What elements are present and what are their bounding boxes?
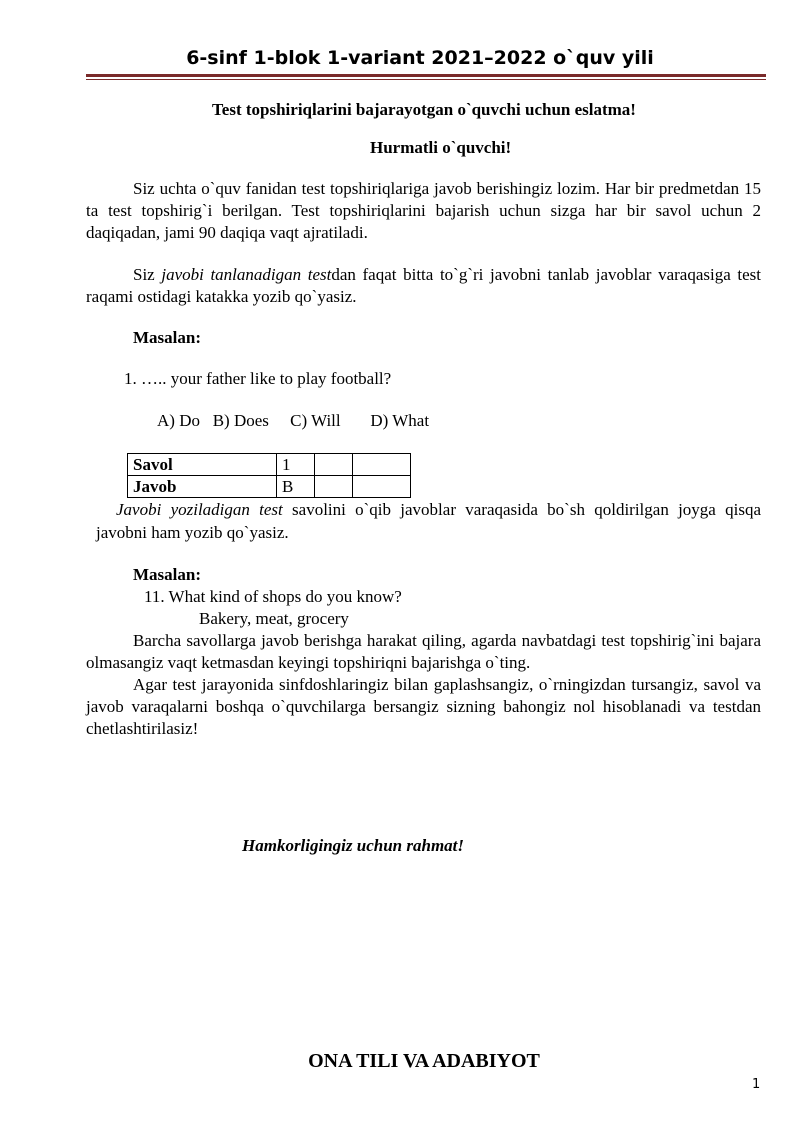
- memo-title: Test topshiriqlarini bajarayotgan o`quvchi uchun eslatma!: [212, 100, 636, 119]
- paragraph-instructions: Siz uchta o`quv fanidan test topshiriqlariga javob berishingiz lozim. Har bir predmetdan 15 ta test topshirig`i berilgan. Test topshiriqlarini bajarish uchun sizga har bir savol uchun 2 daqiqadan, jami 90 daqiqa vaqt ajratiladi.: [86, 179, 761, 242]
- paragraph-choice-test: [86, 264, 761, 308]
- paragraph-choice-italic: javobi tanlanadigan test: [161, 265, 332, 284]
- table-cell: [353, 454, 411, 476]
- table-row: [128, 476, 411, 498]
- header-rule-thin: [86, 79, 766, 80]
- example-label-1: Masalan:: [133, 328, 201, 347]
- document-header: 6-sinf 1-blok 1-variant 2021–2022 o`quv yili: [186, 47, 654, 69]
- paragraph-written-post: savolini o`qib javoblar varaqasida bo`sh qoldirilgan joyga qisqa javobni ham yozib qo`yasiz.: [96, 500, 761, 542]
- example-question-2: 11. What kind of shops do you know?: [144, 587, 402, 606]
- table-cell: [315, 476, 353, 498]
- paragraph-written-italic: Javobi yoziladigan test: [116, 500, 283, 519]
- table-cell: [353, 476, 411, 498]
- example-label-2: Masalan:: [133, 565, 201, 584]
- table-cell: Javob: [128, 476, 277, 498]
- example-answer-2: Bakery, meat, grocery: [199, 609, 349, 628]
- header-rule-thick: [86, 74, 766, 77]
- example-question-1: 1. ….. your father like to play football?: [124, 369, 392, 388]
- section-subject-title: ONA TILI VA ADABIYOT: [308, 1050, 540, 1072]
- table-cell: [315, 454, 353, 476]
- table-cell: 1: [277, 454, 315, 476]
- page-number: 1: [752, 1077, 761, 1092]
- memo-greeting: Hurmatli o`quvchi!: [370, 138, 512, 157]
- answer-table: [127, 453, 411, 498]
- paragraph-rules: Agar test jarayonida sinfdoshlaringiz bilan gaplashsangiz, o`rningizdan tursangiz, savol va javob varaqalarni boshqa o`quvchilarga bersangiz sizning bahongiz nol hisoblanadi va testdan chetlashtirilasiz!: [86, 675, 761, 738]
- thanks-note: Hamkorligingiz uchun rahmat!: [242, 836, 465, 855]
- paragraph-written-test: [96, 498, 761, 544]
- paragraph-choice-pre: Siz: [133, 265, 162, 284]
- paragraph-choice-post: dan faqat bitta to`g`ri javobni tanlab javoblar varaqasiga test raqami ostidagi katakka yozib qo`yasiz.: [86, 265, 761, 306]
- paragraph-attempt-all: Barcha savollarga javob berishga harakat qiling, agarda navbatdagi test topshirig`ini bajara olmasangiz vaqt ketmasdan keyingi topshiriqni bajarishga o`ting.: [86, 631, 761, 672]
- table-cell: Savol: [128, 454, 277, 476]
- table-cell: B: [277, 476, 315, 498]
- example-options: A) Do B) Does C) Will D) What: [157, 411, 430, 430]
- table-row: [128, 454, 411, 476]
